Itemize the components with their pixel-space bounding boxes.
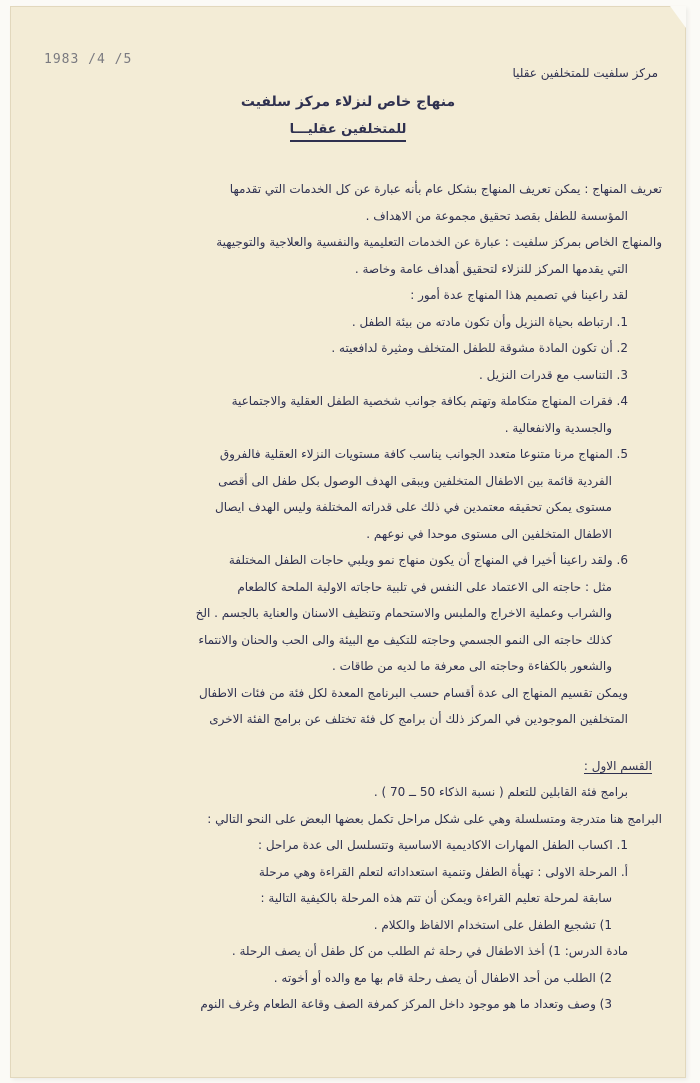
date-stamp: 1983 /4 /5 — [44, 52, 133, 67]
text-line: والجسدية والانفعالية . — [504, 420, 612, 435]
organization-header: مركز سلفيت للمتخلفين عقليا — [512, 66, 658, 80]
text-line: والشراب وعملية الاخراج والملبس والاستحمام وتنظيف الاسنان والعناية بالجسم . الخ — [195, 606, 612, 620]
text-line: مستوى يمكن تحقيقه معتمدين في ذلك على قدراته المختلفة وليس الهدف ايصال — [215, 500, 612, 514]
list-item: 1. اكساب الطفل المهارات الاكاديمية الاساسية وتتسلسل الى عدة مراحل : — [258, 838, 628, 852]
list-item: 1) تشجيع الطفل على استخدام الالفاظ والكلام . — [373, 917, 612, 932]
section-heading: القسم الاول : — [583, 758, 652, 773]
document-subtitle: للمتخلفين عقليـــا — [10, 122, 686, 137]
text-line: برامج فئة القابلين للتعلم ( نسبة الذكاء 50 ــ 70 ) . — [373, 785, 628, 799]
list-item: 1. ارتباطه بحياة النزيل وأن تكون مادته من بيئة الطفل . — [351, 314, 628, 329]
text-line: تعريف المنهاج : يمكن تعريف المنهاج بشكل عام بأنه عبارة عن كل الخدمات التي تقدمها — [229, 182, 662, 196]
list-item: 4. فقرات المنهاج متكاملة وتهتم بكافة جوانب شخصية الطفل العقلية والاجتماعية — [231, 394, 628, 408]
document-title: منهاج خاص لنزلاء مركز سلفيت — [240, 94, 456, 110]
text-line: لقد راعينا في تصميم هذا المنهاج عدة أمور : — [410, 288, 628, 302]
list-item: 6. ولقد راعينا أخيرا في المنهاج أن يكون منهاج نمو ويلبي حاجات الطفل المختلفة — [228, 553, 628, 567]
text-line: التي يقدمها المركز للنزلاء لتحقيق أهداف عامة وخاصة . — [354, 261, 628, 276]
text-line: مثل : حاجته الى الاعتماد على النفس في تلبية حاجاته الاولية الملحة كالطعام — [237, 579, 612, 594]
document-page — [10, 6, 686, 1078]
list-item: 3. التناسب مع قدرات النزيل . — [478, 367, 628, 382]
text-line: والشعور بالكفاءة وحاجته الى معرفة ما لديه من طاقات . — [332, 659, 612, 673]
text-line: ويمكن تقسيم المنهاج الى عدة أقسام حسب البرنامج المعدة لكل فئة من فئات الاطفال — [198, 685, 628, 700]
text-line: كذلك حاجته الى النمو الجسمي وحاجته للتكيف مع البيئة والى الحب والحنان والانتماء — [198, 632, 612, 647]
text-line: الاطفال المتخلفين الى مستوى موحدا في نوعهم . — [366, 526, 612, 541]
text-line: الفردية قائمة بين الاطفال المتخلفين ويبقى الهدف الوصول بكل طفل الى أقصى — [218, 473, 612, 488]
text-line: والمنهاج الخاص بمركز سلفيت : عبارة عن الخدمات التعليمية والنفسية والعلاجية والتوجيهية — [216, 235, 662, 249]
list-item: 5. المنهاج مرنا متنوعا متعدد الجوانب يناسب كافة مستويات النزلاء العقلية فالفروق — [219, 447, 628, 461]
list-item: 3) وصف وتعداد ما هو موجود داخل المركز كمرفة الصف وقاعة الطعام وغرف النوم — [200, 997, 612, 1011]
list-item: 2. أن تكون المادة مشوقة للطفل المتخلف ومثيرة لدافعيته . — [331, 341, 628, 355]
list-item: 2) الطلب من أحد الاطفال أن يصف رحلة قام بها مع والده أو أخوته . — [273, 970, 612, 985]
spacer — [40, 733, 662, 753]
text-line: المتخلفين الموجودين في المركز ذلك أن برامج كل فئة تختلف عن برامج الفئة الاخرى — [209, 712, 628, 726]
torn-corner — [670, 6, 686, 28]
document-body — [40, 176, 662, 1018]
list-item: مادة الدرس: 1) أخذ الاطفال في رحلة ثم الطلب من كل طفل أن يصف الرحلة . — [231, 944, 628, 958]
text-line: المؤسسة للطفل بقصد تحقيق مجموعة من الاهداف . — [365, 208, 628, 223]
text-line: سابقة لمرحلة تعليم القراءة ويمكن أن تتم هذه المرحلة بالكيفية التالية : — [260, 891, 612, 905]
list-item: أ. المرحلة الاولى : تهيأة الطفل وتنمية استعداداته لتعلم القراءة وهي مرحلة — [258, 864, 628, 879]
text-line: البرامج هنا متدرجة ومتسلسلة وهي على شكل مراحل تكمل بعضها البعض على النحو التالي : — [207, 811, 662, 826]
